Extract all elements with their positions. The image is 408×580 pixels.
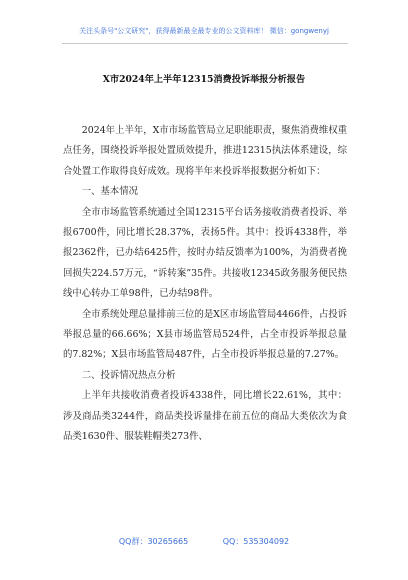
document-body [63, 121, 347, 448]
section-heading-hotspot: 二、投诉情况热点分析 [81, 369, 176, 381]
body-paragraph: 全市系统处理总量排前三位的是X区市场监管局4466件，占投诉举报总量的66.66%；X县市场监管局524件，占全市投诉举报总量的7.82%；X县市场监管局487件，占全市投诉举报总量的7.27%。 [63, 308, 347, 361]
intro-paragraph: 2024年上半年，X市市场监管局立足职能职责，聚焦消费维权重点任务，围绕投诉举报处置质效提升，推进12315执法体系建设，综合处置工作取得良好成效。现将半年来投诉举报数据分析如下： [63, 125, 347, 177]
body-paragraph: 全市市场监管系统通过全国12315平台话务接收消费者投诉、举报6700件，同比增长28.37%，表扬5件。其中：投诉4338件，举报2362件，已办结6425件，按时办结反馈率为100%，为消费者挽回损失224.57万元，“诉转案”35件。共接收12345政务服务便民热线中心转办工单98件，已办结98件。 [63, 206, 347, 300]
footer-contact [0, 536, 408, 547]
footer-qq-group: QQ群：30265665 [118, 537, 189, 546]
header-divider [62, 43, 348, 44]
footer-qq-number: QQ：535304092 [222, 537, 290, 546]
document-title: X市2024年上半年12315消费投诉举报分析报告 [102, 74, 306, 85]
section-heading-basic: 一、基本情况 [81, 186, 139, 198]
body-paragraph: 上半年共接收消费者投诉4338件，同比增长22.61%，其中：涉及商品类3244件，商品类投诉量排在前五位的商品大类依次为食品类1630件、服装鞋帽类273件、 [63, 390, 347, 443]
header-promo-text: 关注头条号"公文研究"，获得最新最全最专业的公文资料库！ 微信：gongwenyj [79, 27, 329, 35]
